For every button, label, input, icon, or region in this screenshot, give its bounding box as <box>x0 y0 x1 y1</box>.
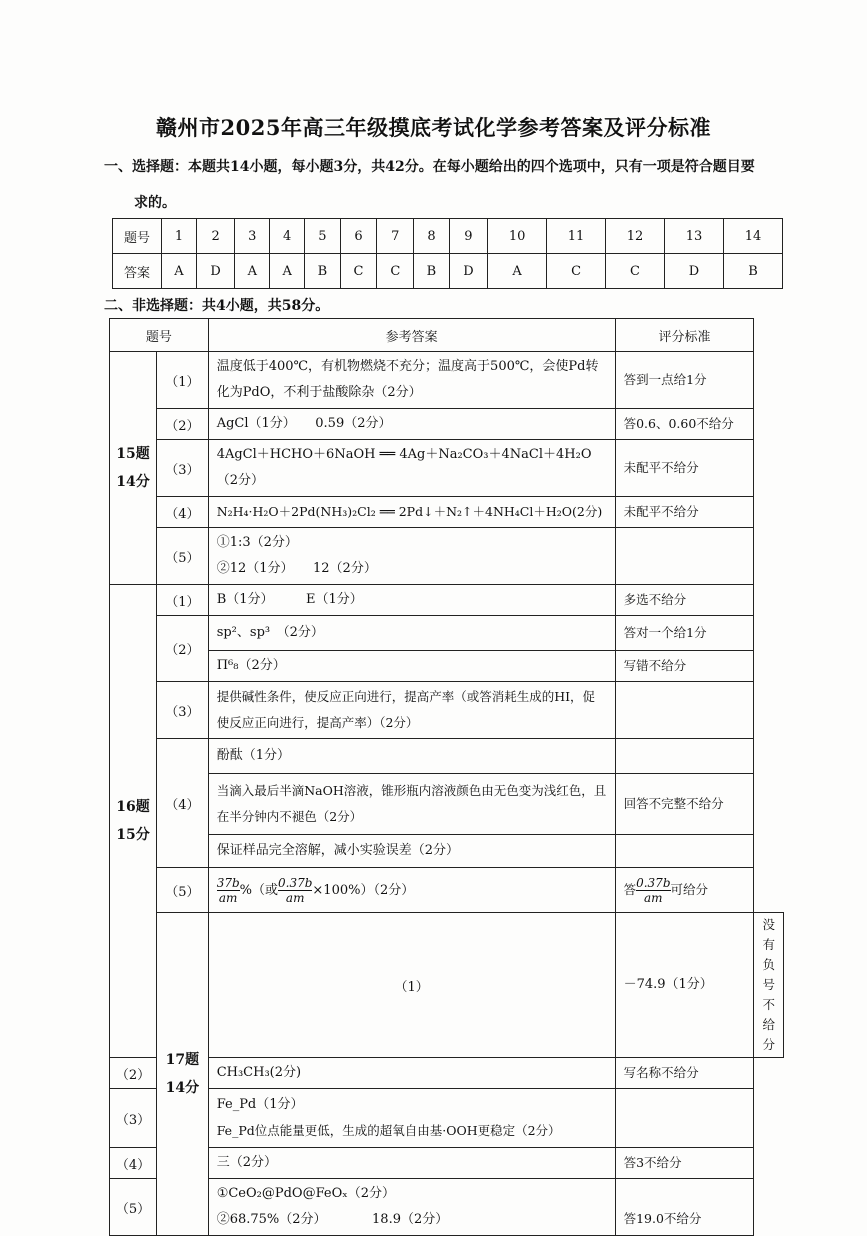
choice-number: 7 <box>377 219 414 254</box>
answer-cell: B（1分） E（1分） <box>208 585 615 616</box>
grading-cell: 答19.0不给分 <box>615 1179 754 1236</box>
question-number: 16题 <box>116 799 150 815</box>
choice-answer: A <box>488 254 547 289</box>
choice-number: 6 <box>340 219 377 254</box>
answer-line: Fe_Pd（1分） <box>216 1097 304 1112</box>
answer-cell: CH₃CH₃(2分) <box>208 1058 615 1089</box>
row-label-answer: 答案 <box>113 254 162 289</box>
table-row <box>110 440 784 497</box>
table-row <box>110 497 784 528</box>
answer-cell <box>208 528 615 585</box>
part-label: （4） <box>157 497 209 528</box>
choice-answer: C <box>377 254 414 289</box>
grading-cell: 多选不给分 <box>615 585 754 616</box>
fraction <box>217 876 240 905</box>
choice-number: 11 <box>547 219 606 254</box>
grading-cell <box>615 528 754 585</box>
part-label: （3） <box>157 440 209 497</box>
grading-text: 可给分 <box>670 881 709 897</box>
answer-cell: 三（2分） <box>208 1148 615 1179</box>
table-row <box>110 868 784 913</box>
part-label: （3） <box>110 1089 157 1148</box>
part-label: （3） <box>157 682 209 739</box>
part-label: （1） <box>157 585 209 616</box>
grading-cell: 答3不给分 <box>615 1148 754 1179</box>
fraction-denominator: am <box>285 890 305 905</box>
part-label: （5） <box>110 1179 157 1236</box>
answer-cell <box>208 868 615 913</box>
fraction <box>278 876 312 905</box>
table-row <box>110 1089 784 1148</box>
grading-cell <box>615 1089 754 1148</box>
table-row <box>110 409 784 440</box>
grading-cell: 未配平不给分 <box>615 440 754 497</box>
grading-cell <box>615 835 754 868</box>
section2-heading: 二、非选择题：共4小题，共58分。 <box>104 298 330 314</box>
grading-cell: 答0.6、0.60不给分 <box>615 409 754 440</box>
question-score: 14分 <box>116 474 150 490</box>
grading-cell: 答到一点给1分 <box>615 352 754 409</box>
choice-answer: A <box>270 254 305 289</box>
answer-line: Fe_Pd位点能量更低，生成的超氧自由基·OOH更稳定（2分） <box>216 1123 561 1138</box>
choice-number: 2 <box>196 219 234 254</box>
grading-cell: 写错不给分 <box>615 651 754 682</box>
choice-number: 5 <box>305 219 340 254</box>
part-label: （2） <box>110 1058 157 1089</box>
answer-line: ②68.75%（2分） 18.9（2分） <box>216 1212 449 1227</box>
grading-text: 答 <box>623 881 637 897</box>
grading-cell: 未配平不给分 <box>615 497 754 528</box>
answer-cell: 当滴入最后半滴NaOH溶液，锥形瓶内溶液颜色由无色变为浅红色，且在半分钟内不褪色（2分） <box>208 774 615 835</box>
answer-cell: AgCl（1分） 0.59（2分） <box>208 409 615 440</box>
answer-cell <box>208 1089 615 1148</box>
answer-cell: N₂H₄·H₂O＋2Pd(NH₃)₂Cl₂ ══ 2Pd↓＋N₂↑＋4NH₄Cl＋H₂O(2分) <box>208 497 615 528</box>
part-label: （4） <box>110 1148 157 1179</box>
choice-answer: C <box>547 254 606 289</box>
part-label: （5） <box>157 528 209 585</box>
choice-answer: B <box>305 254 340 289</box>
answer-cell: Π⁶₈（2分） <box>208 651 615 682</box>
grading-cell <box>615 868 754 913</box>
header-question: 题号 <box>110 319 209 352</box>
choice-number: 14 <box>723 219 782 254</box>
answer-cell: 4AgCl＋HCHO＋6NaOH ══ 4Ag＋Na₂CO₃＋4NaCl＋4H₂O（2分） <box>208 440 615 497</box>
part-label: （4） <box>157 739 209 868</box>
table-row <box>110 739 784 774</box>
part-label: （2） <box>157 409 209 440</box>
choice-answer: C <box>606 254 665 289</box>
question-label-16 <box>110 585 157 1058</box>
table-row <box>110 651 784 682</box>
table-row <box>110 1179 784 1236</box>
part-label: （1） <box>157 352 209 409</box>
answer-cell: 提供碱性条件，使反应正向进行，提高产率（或答消耗生成的HI，促使反应正向进行，提高产率）（2分） <box>208 682 615 739</box>
answer-line: ①CeO₂@PdO@FeOₓ（2分） <box>216 1186 396 1201</box>
question-number: 17题 <box>165 1052 200 1068</box>
choice-number: 9 <box>449 219 487 254</box>
choice-answer: C <box>340 254 377 289</box>
choice-answer: A <box>235 254 270 289</box>
table-row <box>110 682 784 739</box>
part-label: （1） <box>208 913 615 1058</box>
answer-cell: －74.9（1分） <box>615 913 754 1058</box>
fraction-numerator: 0.37b <box>636 875 671 890</box>
table-row <box>110 528 784 585</box>
choice-answer-row <box>113 254 783 289</box>
choice-number: 8 <box>414 219 449 254</box>
grading-cell: 回答不完整不给分 <box>615 774 754 835</box>
section1-heading-cont: 求的。 <box>134 195 176 211</box>
choice-answer: D <box>196 254 234 289</box>
table-row <box>110 585 784 616</box>
question-score: 15分 <box>116 827 150 843</box>
part-label: （2） <box>157 616 209 682</box>
grading-cell <box>615 682 754 739</box>
choice-answer: D <box>449 254 487 289</box>
part-label: （5） <box>157 868 209 913</box>
choice-answer-table <box>112 218 783 289</box>
page-title: 赣州市2025年高三年级摸底考试化学参考答案及评分标准 <box>156 115 711 140</box>
answer-cell: sp²、sp³ （2分） <box>208 616 615 651</box>
header-grading: 评分标准 <box>615 319 754 352</box>
grading-cell: 没有负号不给分 <box>754 913 784 1058</box>
answer-text: %（或 <box>239 882 278 898</box>
answer-cell: 温度低于400℃，有机物燃烧不充分；温度高于500℃，会使Pd转化为PdO，不利于盐酸除杂（2分） <box>208 352 615 409</box>
fraction <box>636 876 670 905</box>
answer-cell: 保证样品完全溶解，减小实验误差（2分） <box>208 835 615 868</box>
question-score: 14分 <box>165 1080 200 1096</box>
fraction-numerator: 37b <box>216 875 240 890</box>
table-row <box>110 1058 784 1089</box>
grading-cell: 答对一个给1分 <box>615 616 754 651</box>
grading-cell: 写名称不给分 <box>615 1058 754 1089</box>
choice-number: 1 <box>162 219 197 254</box>
section1-heading: 一、选择题：本题共14小题，每小题3分，共42分。在每小题给出的四个选项中，只有一项是符合题目要 <box>104 159 755 175</box>
table-row <box>110 352 784 409</box>
answer-text: ×100%）（2分） <box>312 882 415 898</box>
choice-answer: A <box>162 254 197 289</box>
fraction-denominator: am <box>644 890 663 905</box>
answer-line: ①1:3（2分） <box>216 535 298 550</box>
question-label-15 <box>110 352 157 585</box>
choice-number: 4 <box>270 219 305 254</box>
choice-number: 13 <box>664 219 723 254</box>
choice-number: 10 <box>488 219 547 254</box>
row-label-number: 题号 <box>113 219 162 254</box>
table-row <box>110 616 784 651</box>
choice-answer: B <box>723 254 782 289</box>
table-row <box>110 1148 784 1179</box>
answer-cell <box>208 1179 615 1236</box>
header-row <box>110 319 784 352</box>
answer-line: ②12（1分） 12（2分） <box>216 561 377 576</box>
grading-cell <box>615 739 754 774</box>
table-row <box>110 835 784 868</box>
question-number: 15题 <box>116 446 150 462</box>
answer-cell: 酚酞（1分） <box>208 739 615 774</box>
header-answer: 参考答案 <box>208 319 615 352</box>
table-row <box>110 913 784 1058</box>
choice-number: 3 <box>235 219 270 254</box>
fraction-denominator: am <box>218 890 238 905</box>
table-row <box>110 774 784 835</box>
fraction-numerator: 0.37b <box>278 875 313 890</box>
choice-number: 12 <box>606 219 665 254</box>
choice-number-row <box>113 219 783 254</box>
question-label-17 <box>157 913 209 1236</box>
free-response-table <box>109 318 784 1236</box>
choice-answer: B <box>414 254 449 289</box>
choice-answer: D <box>664 254 723 289</box>
